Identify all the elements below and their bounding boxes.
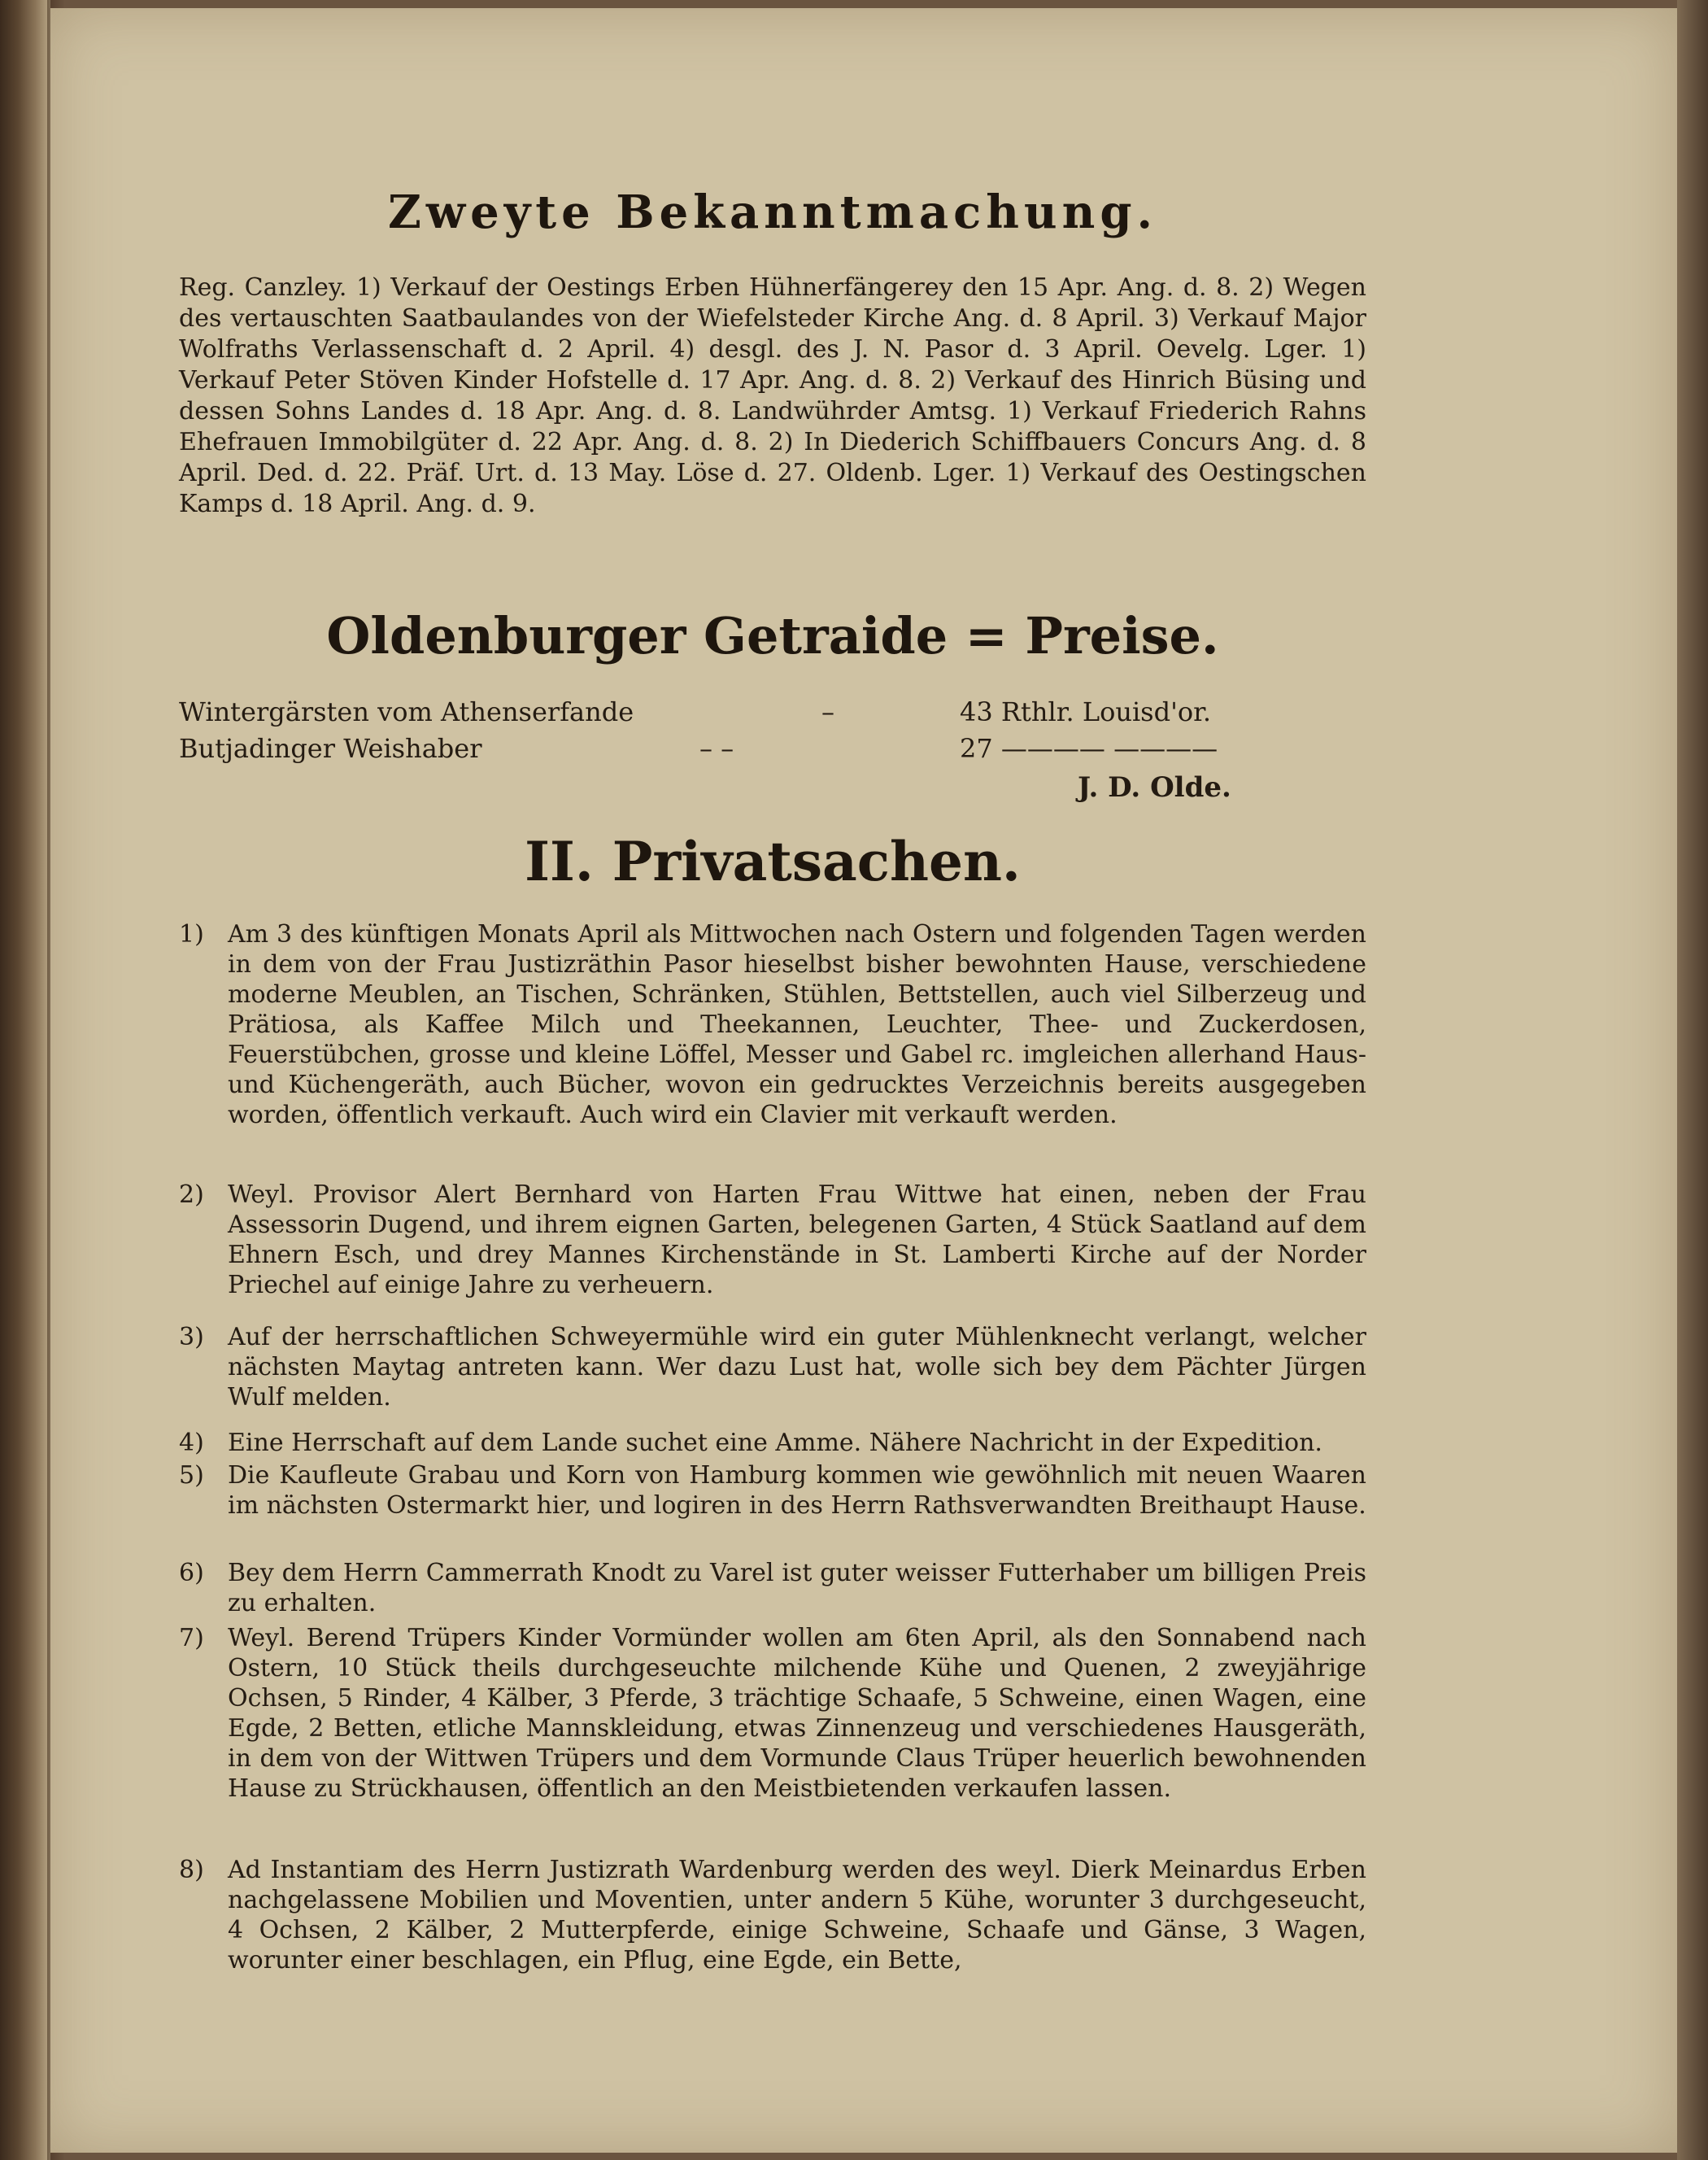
item-number: 4) bbox=[179, 1429, 204, 1457]
price-value: 27 ———— ———— bbox=[960, 733, 1218, 764]
page-content bbox=[179, 0, 1366, 2160]
item-number: 2) bbox=[179, 1180, 204, 1209]
item-text: Weyl. Provisor Alert Bernhard von Harten Frau Wittwe hat einen, neben der Frau Assessorin Dugend, und ihrem eignen Garten, belegenen Garten, 4 Stück Saatland auf dem Ehnern Esch, und drey Mannes Kirchenstände in St. Lamberti Kirche auf der Norder Priechel auf einige Jahre zu verheuern. bbox=[228, 1180, 1366, 1299]
price-dash: – bbox=[821, 696, 834, 727]
book-spine bbox=[0, 0, 50, 2160]
item-text: Bey dem Herrn Cammerrath Knodt zu Varel ist guter weisser Futterhaber um billigen Preis zu erhalten. bbox=[228, 1559, 1366, 1617]
item-number: 3) bbox=[179, 1323, 204, 1351]
preise-heading: Oldenburger Getraide = Preise. bbox=[326, 606, 1219, 665]
item-number: 5) bbox=[179, 1461, 204, 1490]
item-number: 1) bbox=[179, 920, 204, 949]
item-text: Ad Instantiam des Herrn Justizrath Wardenburg werden des weyl. Dierk Meinardus Erben nachgelassene Mobilien und Moventien, unter andern 5 Kühe, worunter 3 durchgeseucht, 4 Ochsen, 2 Kälber, 2 Mutterpferde, einige Schweine, Schaafe und Gänse, 3 Wagen, worunter einer beschlagen, ein Pflug, eine Egde, ein Bette, bbox=[228, 1856, 1366, 1975]
item-number: 7) bbox=[179, 1624, 204, 1652]
page-edge bbox=[1677, 0, 1708, 2160]
price-row bbox=[179, 696, 1366, 728]
price-item: Wintergärsten vom Athenserfande bbox=[179, 696, 634, 727]
bekanntmachung-text: Reg. Canzley. 1) Verkauf der Oestings Erben Hühnerfängerey den 15 Apr. Ang. d. 8. 2) Wegen des vertauschten Saatbaulandes von der Wiefelsteder Kirche Ang. d. 8 April. 3) Verkauf Major Wolfraths Verlassenschaft d. 2 April. 4) desgl. des J. N. Pasor d. 3 April. Oevelg. Lger. 1) Verkauf Peter Stöven Kinder Hofstelle d. 17 Apr. Ang. d. 8. 2) Verkauf des Hinrich Büsing und dessen Sohns Landes d. 18 Apr. Ang. d. 8. Landwührder Amtsg. 1) Verkauf Friederich Rahns Ehefrauen Immobilgüter d. 22 Apr. Ang. d. 8. 2) In Diederich Schiffbauers Concurs Ang. d. 8 April. Ded. d. 22. Präf. Urt. d. 13 May. Löse d. 27. Oldenb. Lger. 1) Verkauf des Oestingschen Kamps d. 18 April. Ang. d. 9. bbox=[179, 273, 1366, 518]
item-number: 8) bbox=[179, 1856, 204, 1884]
item-number: 6) bbox=[179, 1559, 204, 1587]
item-text: Weyl. Berend Trüpers Kinder Vormünder wollen am 6ten April, als den Sonnabend nach Ostern, 10 Stück theils durchgeseuchte milchende Kühe und Quenen, 2 zweyjährige Ochsen, 5 Rinder, 4 Kälber, 3 Pferde, 3 trächtige Schaafe, 5 Schweine, einen Wagen, eine Egde, 2 Betten, etliche Mannskleidung, etwas Zinnenzeug und verschiedenes Hausgeräth, in dem von der Wittwen Trüpers und dem Vormunde Claus Trüper heuerlich bewohnenden Hause zu Strückhausen, öffentlich an den Meistbietenden verkaufen lassen. bbox=[228, 1624, 1366, 1803]
bekanntmachung-heading: Zweyte Bekanntmachung. bbox=[387, 185, 1158, 239]
price-dash: – – bbox=[699, 733, 734, 764]
item-text: Auf der herrschaftlichen Schweyermühle wird ein guter Mühlenknecht verlangt, welcher nächsten Maytag antreten kann. Wer dazu Lust hat, wolle sich bey dem Pächter Jürgen Wulf melden. bbox=[228, 1323, 1366, 1412]
price-value: 43 Rthlr. Louisd'or. bbox=[960, 696, 1212, 727]
privatsachen-heading: II. Privatsachen. bbox=[525, 830, 1021, 893]
item-text: Am 3 des künftigen Monats April als Mittwochen nach Ostern und folgenden Tagen werden in dem von der Frau Justizräthin Pasor hieselbst bisher bewohnten Hause, verschiedene moderne Meublen, an Tischen, Schränken, Stühlen, Bettstellen, auch viel Silberzeug und Prätiosa, als Kaffee Milch und Theekannen, Leuchter, Thee- und Zuckerdosen, Feuerstübchen, grosse und kleine Löffel, Messer und Gabel rc. imgleichen allerhand Haus- und Küchengeräth, auch Bücher, wovon ein gedrucktes Verzeichnis bereits ausgegeben worden, öffentlich verkauft. Auch wird ein Clavier mit verkauft werden. bbox=[228, 920, 1366, 1129]
price-item: Butjadinger Weishaber bbox=[179, 733, 482, 764]
signature: J. D. Olde. bbox=[1078, 771, 1231, 804]
item-text: Eine Herrschaft auf dem Lande suchet eine Amme. Nähere Nachricht in der Expedition. bbox=[228, 1429, 1322, 1457]
price-row bbox=[179, 732, 1366, 765]
item-text: Die Kaufleute Grabau und Korn von Hamburg kommen wie gewöhnlich mit neuen Waaren im nächsten Ostermarkt hier, und logiren in des Herrn Rathsverwandten Breithaupt Hause. bbox=[228, 1461, 1366, 1520]
